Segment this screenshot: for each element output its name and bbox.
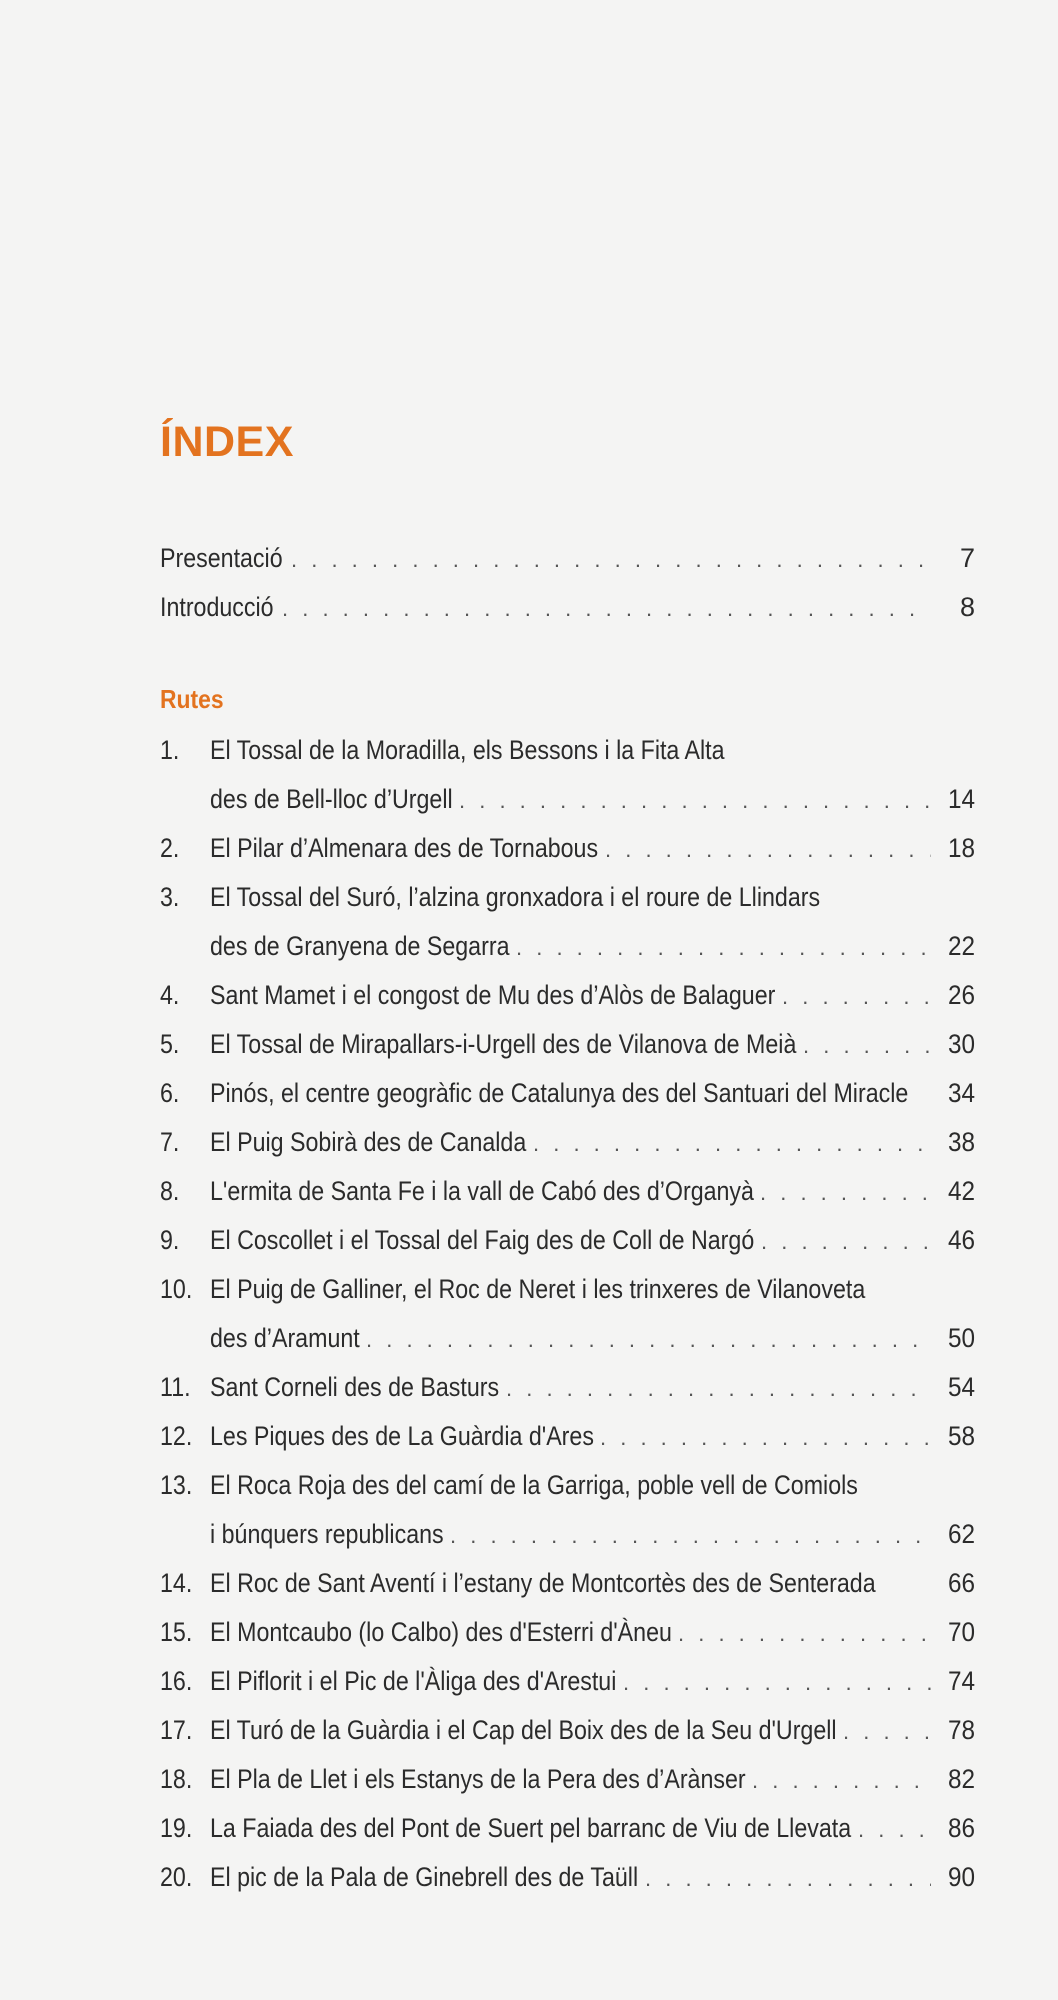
route-title-text: La Faiada des del Pont de Suert pel barranc de Viu de Llevata	[210, 1813, 852, 1843]
route-body	[210, 1363, 975, 1412]
route-title-line: El Puig de Galliner, el Roc de Neret i les trinxeres de Vilanoveta	[210, 1274, 866, 1304]
route-title-text: Sant Mamet i el congost de Mu des d’Alòs de Balaguer	[210, 980, 776, 1010]
dot-leader	[533, 1119, 931, 1168]
route-title-text: des d’Aramunt	[210, 1323, 360, 1353]
route-number: 1.	[160, 735, 180, 765]
route-entry	[160, 1804, 975, 1853]
route-page-number: 26	[947, 980, 975, 1010]
route-title-text: Les Piques des de La Guàrdia d'Ares	[210, 1421, 594, 1451]
route-body	[210, 1069, 975, 1118]
dot-leader	[761, 1217, 931, 1266]
route-title-last-line	[210, 1559, 975, 1608]
index-title: ÍNDEX	[160, 418, 294, 466]
route-body	[210, 971, 975, 1020]
dot-leader	[645, 1854, 931, 1903]
route-entry	[160, 1118, 975, 1167]
dot-leader	[459, 776, 931, 825]
route-title-text: El Montcaubo (lo Calbo) des d'Esterri d'Àneu	[210, 1617, 672, 1647]
route-entry	[160, 1069, 975, 1118]
route-page-number: 86	[947, 1813, 975, 1843]
route-body	[210, 1461, 975, 1559]
dot-leader	[843, 1707, 931, 1756]
route-body	[210, 1020, 975, 1069]
route-number: 10.	[160, 1274, 193, 1304]
route-number: 8.	[160, 1176, 180, 1206]
route-page-number: 62	[947, 1519, 975, 1549]
route-entry	[160, 1265, 975, 1363]
route-entry	[160, 873, 975, 971]
dot-leader	[366, 1315, 931, 1364]
route-page-number: 46	[947, 1225, 975, 1255]
route-body	[210, 1804, 975, 1853]
route-number: 20.	[160, 1862, 193, 1892]
route-title-text: Pinós, el centre geogràfic de Catalunya des del Santuari del Miracle	[210, 1078, 909, 1108]
route-body	[210, 824, 975, 873]
route-title-text: i búnquers republicans	[210, 1519, 444, 1549]
route-number: 18.	[160, 1764, 193, 1794]
route-number: 11.	[160, 1372, 191, 1402]
route-number: 19.	[160, 1813, 193, 1843]
route-title-last-line	[210, 1412, 975, 1461]
route-title-last-line	[210, 1118, 975, 1167]
route-body	[210, 1559, 975, 1608]
route-entry	[160, 726, 975, 824]
route-page-number: 78	[947, 1715, 975, 1745]
route-title-line: El Tossal del Suró, l’alzina gronxadora i el roure de Llindars	[210, 882, 821, 912]
route-body	[210, 1706, 975, 1755]
dot-leader	[516, 923, 931, 972]
route-entry	[160, 1461, 975, 1559]
route-title-text: El Piflorit i el Pic de l'Àliga des d'Arestui	[210, 1666, 617, 1696]
route-title-line: El Tossal de la Moradilla, els Bessons i la Fita Alta	[210, 735, 725, 765]
route-title-last-line	[210, 1853, 975, 1902]
route-entry	[160, 1608, 975, 1657]
toc-entry-label: Presentació	[160, 543, 283, 573]
routes-list	[160, 726, 975, 1902]
route-number: 15.	[160, 1617, 193, 1647]
route-body	[210, 1265, 975, 1363]
route-number: 17.	[160, 1715, 193, 1745]
route-entry	[160, 824, 975, 873]
route-number: 13.	[160, 1470, 193, 1500]
route-title-text: El Tossal de Mirapallars-i-Urgell des de Vilanova de Meià	[210, 1029, 797, 1059]
route-title-text: El Pla de Llet i els Estanys de la Pera des d’Arànser	[210, 1764, 746, 1794]
route-title-text: El Coscollet i el Tossal del Faig des de Coll de Nargó	[210, 1225, 755, 1255]
route-entry	[160, 971, 975, 1020]
dot-leader	[782, 972, 931, 1021]
route-page-number: 34	[947, 1078, 975, 1108]
route-page-number: 38	[947, 1127, 975, 1157]
route-title-text: El Roc de Sant Aventí i l’estany de Montcortès des de Senterada	[210, 1568, 876, 1598]
route-title-last-line	[210, 1657, 975, 1706]
route-title-text: El pic de la Pala de Ginebrell des de Taüll	[210, 1862, 639, 1892]
dot-leader	[282, 584, 931, 633]
route-entry	[160, 1216, 975, 1265]
dot-leader	[506, 1364, 931, 1413]
route-title-last-line	[210, 824, 975, 873]
route-entry	[160, 1412, 975, 1461]
route-title-last-line	[210, 922, 975, 971]
route-page-number: 54	[947, 1372, 975, 1402]
front-matter-list	[160, 534, 975, 632]
route-title-last-line	[210, 1755, 975, 1804]
route-page-number: 90	[947, 1862, 975, 1892]
dot-leader	[450, 1511, 931, 1560]
route-page-number: 74	[947, 1666, 975, 1696]
route-page-number: 42	[947, 1176, 975, 1206]
route-title-line: El Roca Roja des del camí de la Garriga, poble vell de Comiols	[210, 1470, 858, 1500]
route-body	[210, 1412, 975, 1461]
route-title-last-line	[210, 775, 975, 824]
route-page-number: 22	[947, 931, 975, 961]
route-body	[210, 726, 975, 824]
route-number: 16.	[160, 1666, 193, 1696]
dot-leader	[803, 1021, 931, 1070]
route-title-last-line	[210, 1020, 975, 1069]
route-entry	[160, 1853, 975, 1902]
section-heading-rutes: Rutes	[160, 684, 224, 714]
route-body	[210, 1657, 975, 1706]
route-body	[210, 1167, 975, 1216]
route-page-number: 30	[947, 1029, 975, 1059]
toc-entry-page: 8	[959, 592, 975, 622]
route-entry	[160, 1706, 975, 1755]
route-title-text: Sant Corneli des de Basturs	[210, 1372, 500, 1402]
route-title-text: El Pilar d’Almenara des de Tornabous	[210, 833, 599, 863]
route-entry	[160, 1167, 975, 1216]
route-title-last-line	[210, 1510, 975, 1559]
route-title-text: des de Granyena de Segarra	[210, 931, 510, 961]
route-title-text: L'ermita de Santa Fe i la vall de Cabó des d’Organyà	[210, 1176, 754, 1206]
route-body	[210, 1608, 975, 1657]
route-page-number: 70	[947, 1617, 975, 1647]
dot-leader	[752, 1756, 931, 1805]
dot-leader	[678, 1609, 931, 1658]
route-entry	[160, 1559, 975, 1608]
route-page-number: 58	[947, 1421, 975, 1451]
route-body	[210, 873, 975, 971]
route-entry	[160, 1363, 975, 1412]
dot-leader	[291, 535, 931, 584]
toc-entry-label: Introducció	[160, 592, 274, 622]
route-number: 7.	[160, 1127, 180, 1157]
route-number: 3.	[160, 882, 180, 912]
route-number: 4.	[160, 980, 180, 1010]
route-number: 6.	[160, 1078, 180, 1108]
route-title-last-line	[210, 1216, 975, 1265]
route-body	[210, 1853, 975, 1902]
dot-leader	[858, 1805, 931, 1854]
route-entry	[160, 1657, 975, 1706]
route-title-last-line	[210, 1069, 975, 1118]
route-number: 9.	[160, 1225, 180, 1255]
route-number: 12.	[160, 1421, 193, 1451]
dot-leader	[600, 1413, 931, 1462]
route-title-text: des de Bell-lloc d’Urgell	[210, 784, 453, 814]
route-number: 2.	[160, 833, 180, 863]
toc-entry-presentacio	[160, 534, 975, 583]
route-entry	[160, 1020, 975, 1069]
route-number: 14.	[160, 1568, 193, 1598]
route-title-last-line	[210, 1314, 975, 1363]
toc-entry-introduccio	[160, 583, 975, 632]
route-page-number: 18	[947, 833, 975, 863]
route-title-last-line	[210, 1706, 975, 1755]
route-body	[210, 1755, 975, 1804]
toc-entry-page: 7	[959, 543, 975, 573]
route-page-number: 50	[947, 1323, 975, 1353]
dot-leader	[760, 1168, 931, 1217]
route-title-last-line	[210, 1167, 975, 1216]
route-title-text: El Turó de la Guàrdia i el Cap del Boix des de la Seu d'Urgell	[210, 1715, 837, 1745]
route-entry	[160, 1755, 975, 1804]
route-page-number: 82	[947, 1764, 975, 1794]
route-body	[210, 1118, 975, 1167]
route-title-last-line	[210, 1804, 975, 1853]
route-title-last-line	[210, 1608, 975, 1657]
route-number: 5.	[160, 1029, 180, 1059]
dot-leader	[623, 1658, 931, 1707]
route-title-text: El Puig Sobirà des de Canalda	[210, 1127, 527, 1157]
route-title-last-line	[210, 1363, 975, 1412]
route-page-number: 14	[947, 784, 975, 814]
route-title-last-line	[210, 971, 975, 1020]
route-body	[210, 1216, 975, 1265]
dot-leader	[605, 825, 931, 874]
route-page-number: 66	[947, 1568, 975, 1598]
